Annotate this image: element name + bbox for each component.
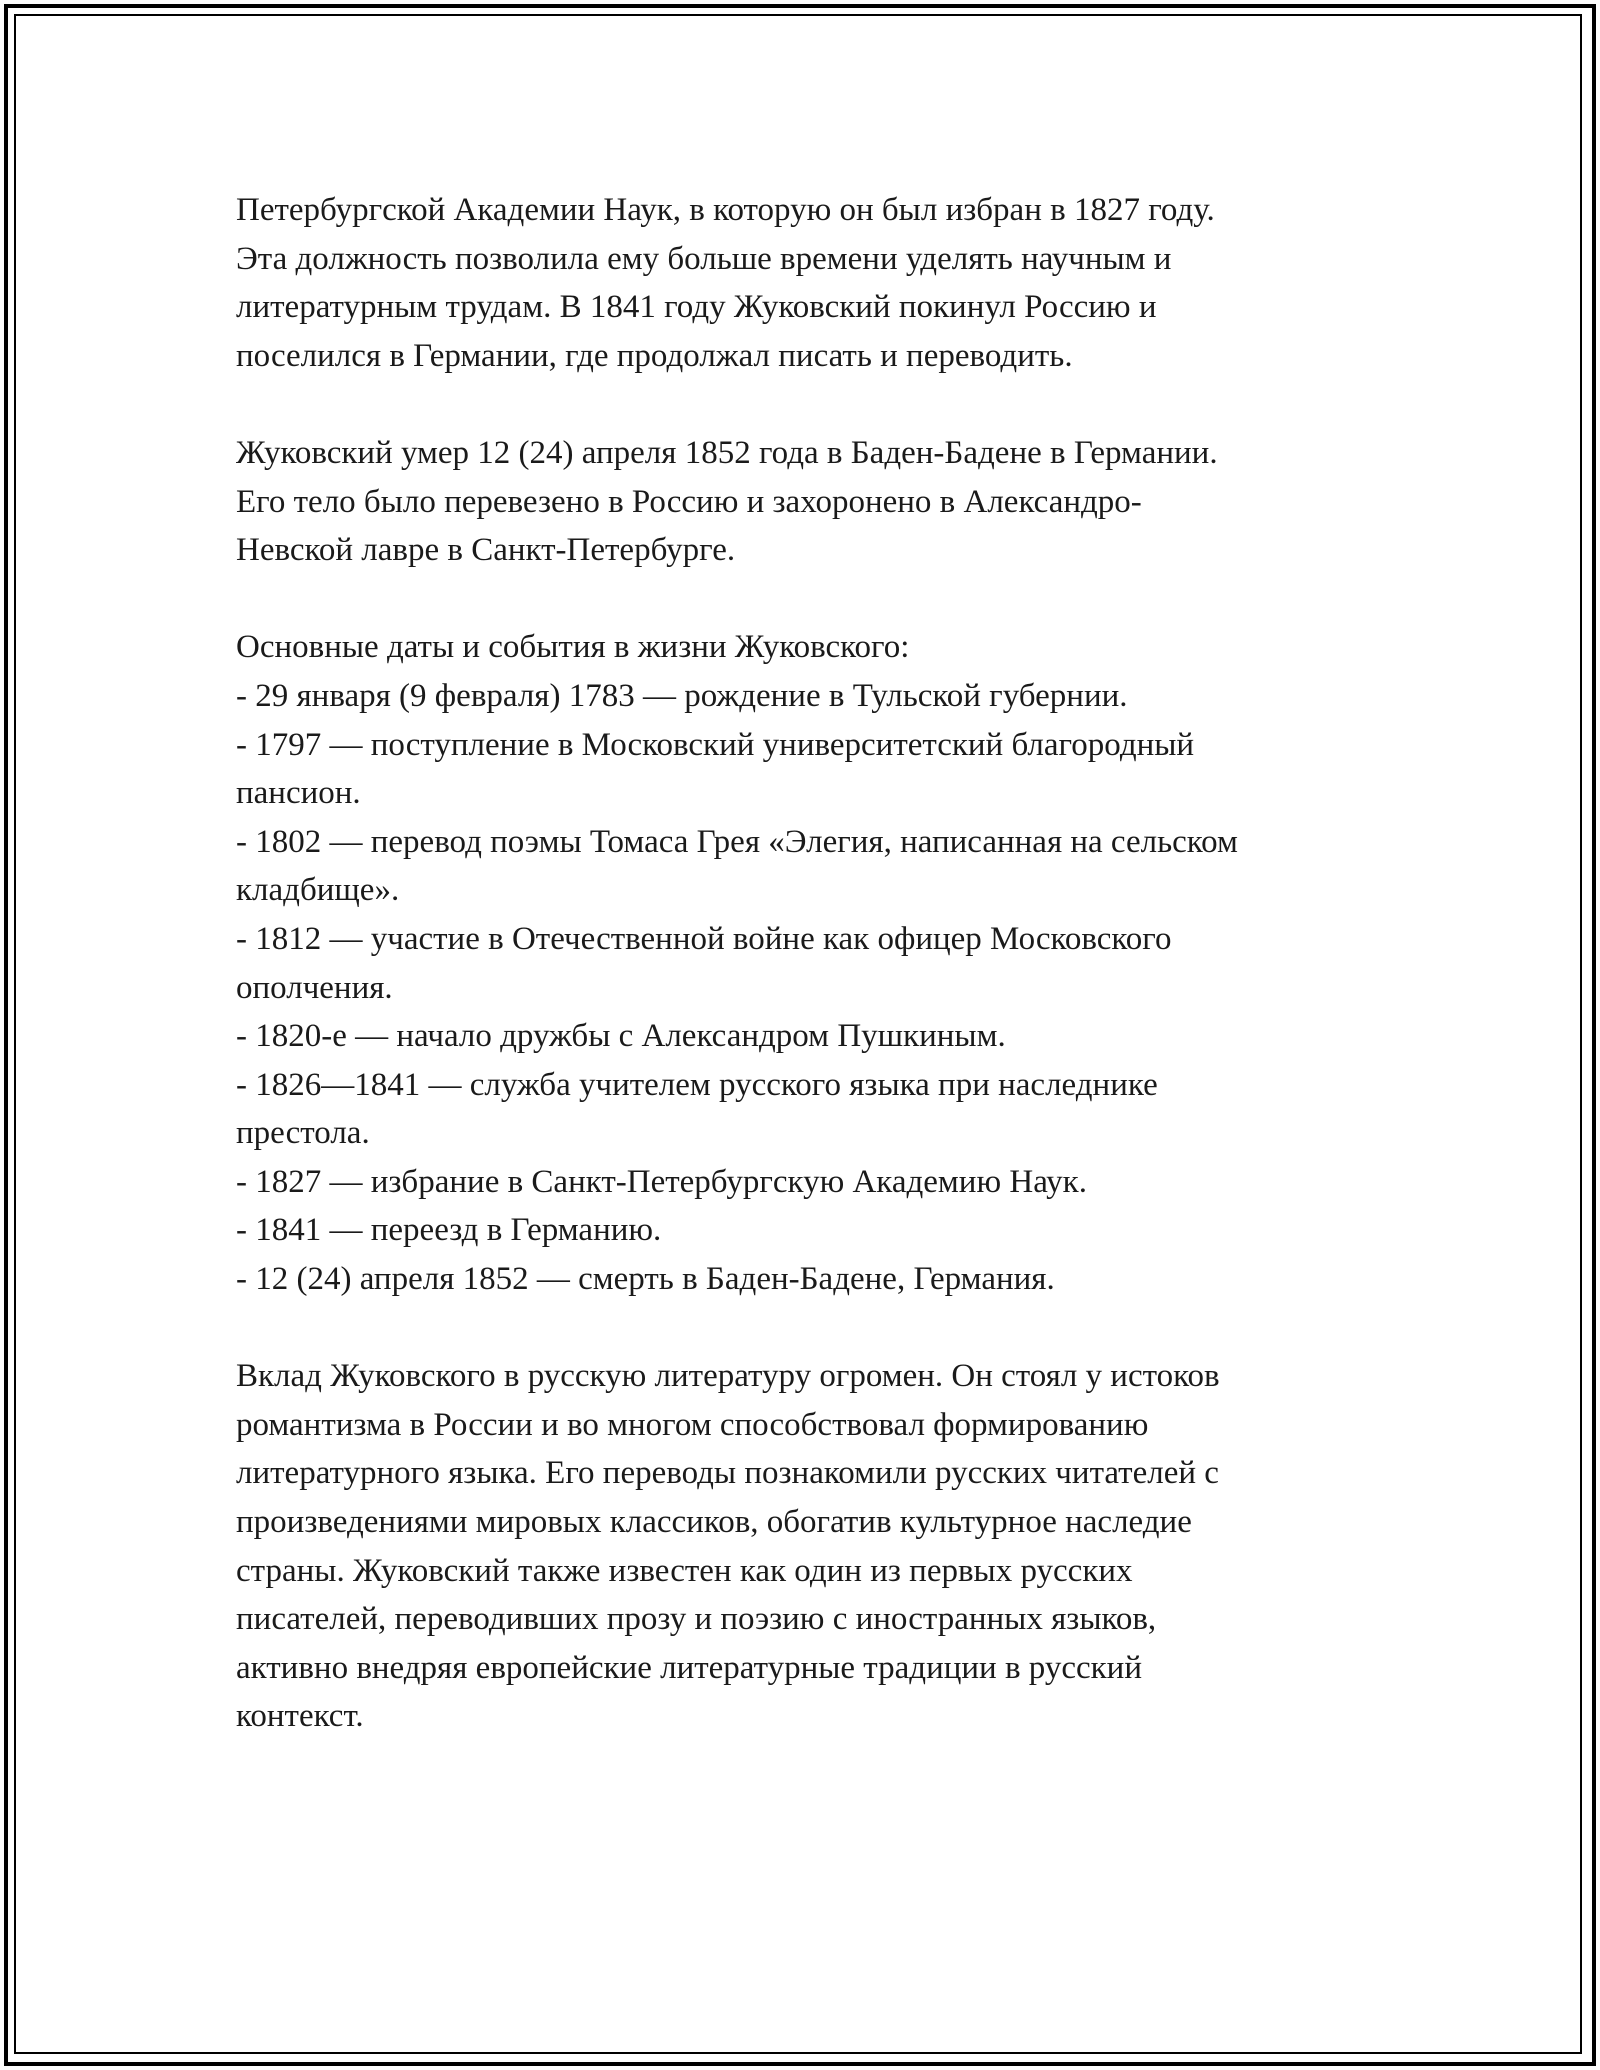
text-line: Его тело было перевезено в Россию и захоронено в Александро- xyxy=(236,483,1142,520)
list-item: - 29 января (9 февраля) 1783 — рождение в Тульской губернии. xyxy=(236,677,1128,714)
text-line: романтизма в России и во многом способствовал формированию xyxy=(236,1406,1149,1443)
text-line: страны. Жуковский также известен как один из первых русских xyxy=(236,1552,1133,1589)
paragraph-legacy xyxy=(236,1352,1416,1741)
paragraph-key-dates xyxy=(236,623,1416,1303)
text-line: литературным трудам. В 1841 году Жуковский покинул Россию и xyxy=(236,289,1157,326)
text-line: Жуковский умер 12 (24) апреля 1852 года в Баден-Бадене в Германии. xyxy=(236,434,1218,471)
text-line: активно внедряя европейские литературные традиции в русский xyxy=(236,1649,1143,1686)
text-line: Невской лавре в Санкт-Петербурге. xyxy=(236,532,736,569)
text-line: контекст. xyxy=(236,1698,364,1735)
list-item-continuation: ополчения. xyxy=(236,969,393,1006)
list-item: - 1827 — избрание в Санкт-Петербургскую Академию Наук. xyxy=(236,1163,1087,1200)
list-item: - 1797 — поступление в Московский университетский благородный xyxy=(236,726,1195,763)
list-item-continuation: престола. xyxy=(236,1115,370,1152)
list-item: - 1820-е — начало дружбы с Александром Пушкиным. xyxy=(236,1018,1006,1055)
text-line: поселился в Германии, где продолжал писать и переводить. xyxy=(236,337,1073,374)
list-item: - 1826—1841 — служба учителем русского языка при наследнике xyxy=(236,1066,1158,1103)
text-line: литературного языка. Его переводы познакомили русских читателей с xyxy=(236,1455,1219,1492)
list-item: - 12 (24) апреля 1852 — смерть в Баден-Бадене, Германия. xyxy=(236,1261,1055,1298)
list-item-continuation: кладбище». xyxy=(236,872,400,909)
text-line: произведениями мировых классиков, обогатив культурное наследие xyxy=(236,1504,1192,1541)
list-heading: Основные даты и события в жизни Жуковского: xyxy=(236,629,910,666)
text-line: Вклад Жуковского в русскую литературу огромен. Он стоял у истоков xyxy=(236,1358,1220,1395)
text-line: писателей, переводивших прозу и поэзию с иностранных языков, xyxy=(236,1601,1157,1638)
list-item-continuation: пансион. xyxy=(236,775,361,812)
list-item: - 1841 — переезд в Германию. xyxy=(236,1212,662,1249)
paragraph-death xyxy=(236,429,1416,575)
text-line: Петербургской Академии Наук, в которую он был избран в 1827 году. xyxy=(236,192,1215,228)
list-item: - 1802 — перевод поэмы Томаса Грея «Элегия, написанная на сельском xyxy=(236,823,1238,860)
text-line: Эта должность позволила ему больше времени уделять научным и xyxy=(236,240,1172,277)
document-body xyxy=(236,186,1416,1790)
list-item: - 1812 — участие в Отечественной войне как офицер Московского xyxy=(236,920,1172,957)
paragraph-academy xyxy=(236,186,1416,380)
